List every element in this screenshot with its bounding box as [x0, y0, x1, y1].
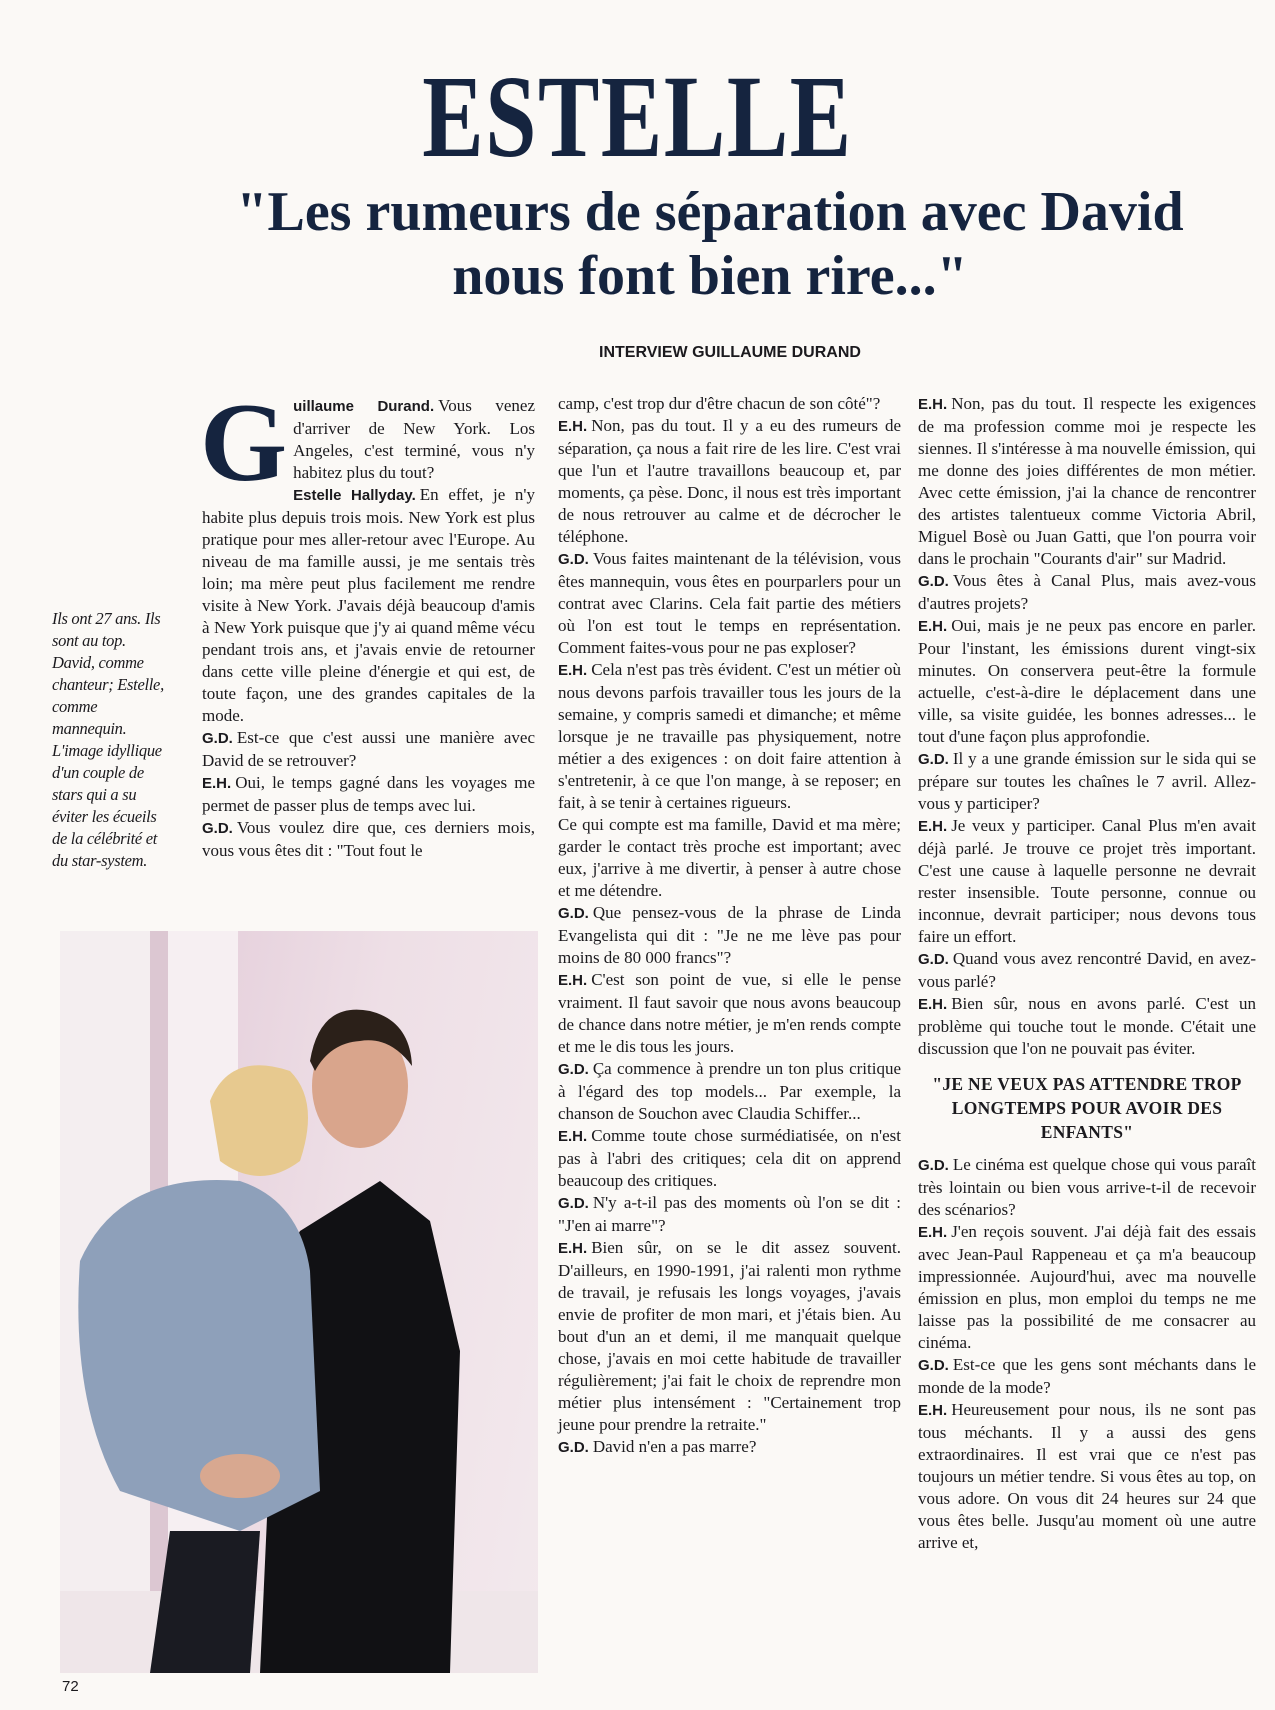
speaker-label: G.D.	[558, 905, 589, 922]
speaker-label: E.H.	[918, 996, 948, 1013]
speaker-label: Estelle Hallyday.	[293, 487, 416, 504]
paragraph	[202, 817, 535, 862]
speaker-label: E.H.	[558, 1128, 588, 1145]
paragraph	[202, 727, 535, 772]
speaker-label: G.D.	[918, 1157, 949, 1174]
speaker-label: E.H.	[918, 818, 948, 835]
text-column-1	[200, 381, 535, 862]
paragraph	[918, 1399, 1256, 1554]
answer-text: Heureusement pour nous, ils ne sont pas tous méchants. Il y a aussi des gens extraordinaires. Il est vrai que ce n'est pas toujours un métier tendre. Si vous êtes au top, on vous adore. On vous dit 24 heures sur 24 que vous êtes belle. Jusqu'au moment où une autre arrive et,	[918, 1400, 1256, 1552]
paragraph	[202, 484, 535, 727]
speaker-label: G.D.	[558, 1195, 589, 1212]
speaker-label: G.D.	[918, 751, 949, 768]
paragraph	[558, 1125, 901, 1192]
answer-text: C'est son point de vue, si elle le pense vraiment. Il faut savoir que nous avons beaucoup de chance dans notre métier, je m'en rends compte et me le dis tous les jours.	[558, 970, 901, 1056]
question-text: Vous voulez dire que, ces derniers mois, vous vous êtes dit : "Tout fout le	[202, 818, 535, 860]
paragraph	[558, 415, 901, 548]
article-title: ESTELLE	[422, 51, 853, 182]
speaker-label: G.D.	[918, 573, 949, 590]
question-text: Est-ce que c'est aussi une manière avec David de se retrouver?	[202, 728, 535, 770]
question-text: N'y a-t-il pas des moments où l'on se dit : "J'en ai marre"?	[558, 1193, 901, 1235]
paragraph	[558, 393, 901, 415]
paragraph	[558, 1192, 901, 1237]
paragraph	[558, 1058, 901, 1125]
paragraph	[558, 814, 901, 902]
couple-photo	[60, 931, 538, 1673]
paragraph	[558, 659, 901, 814]
paragraph	[918, 1154, 1256, 1221]
answer-text: Oui, le temps gagné dans les voyages me permet de passer plus de temps avec lui.	[202, 773, 535, 815]
speaker-label: G.D.	[918, 951, 949, 968]
paragraph	[918, 570, 1256, 615]
speaker-label: E.H.	[202, 775, 232, 792]
answer-text: Oui, mais je ne peux pas encore en parler. Pour l'instant, les émissions durent vingt-six minutes. On conservera peut-être la formule actuelle, c'est-à-dire le déplacement dans une ville, sa visite guidée, les bonnes adresses... le tout d'une façon plus approfondie.	[918, 616, 1256, 746]
speaker-label: G.D.	[918, 1357, 949, 1374]
question-text: Le cinéma est quelque chose qui vous paraît très lointain ou bien vous arrive-t-il de recevoir des scénarios?	[918, 1155, 1256, 1219]
speaker-label: E.H.	[558, 662, 588, 679]
question-text: Vous êtes à Canal Plus, mais avez-vous d'autres projets?	[918, 571, 1256, 613]
speaker-label: E.H.	[558, 972, 588, 989]
paragraph	[558, 1237, 901, 1436]
paragraph	[558, 902, 901, 969]
photo-caption: Ils ont 27 ans. Ils sont au top. David, comme chanteur; Estelle, comme mannequin. L'image idyllique d'un couple de stars qui a su éviter les écueils de la célébrité et du star-system.	[52, 609, 164, 870]
paragraph	[918, 993, 1256, 1060]
answer-text: Vous venez d'arriver de New York. Los Angeles, c'est terminé, vous n'y habitez plus du tout?	[293, 396, 535, 482]
speaker-label: uillaume Durand.	[293, 398, 435, 415]
answer-text: Cela n'est pas très évident. C'est un métier où nous devons parfois travailler tous les jours de la semaine, y compris samedi et dimanche; et même lorsque je ne travaille pas physiquement, notre métier a des exigences : on doit faire attention à s'entretenir, à ce que l'on mange, à se reposer; en fait, à se tenir à certaines rigueurs.	[558, 660, 901, 812]
paragraph	[918, 948, 1256, 993]
question-text: Il y a une grande émission sur le sida qui se prépare sur toutes les chaînes le 7 avril. Allez-vous y participer?	[918, 749, 1256, 813]
speaker-label: E.H.	[918, 396, 948, 413]
paragraph	[918, 615, 1256, 748]
paragraph	[918, 1354, 1256, 1399]
speaker-label: G.D.	[558, 1439, 589, 1456]
answer-text: Ce qui compte est ma famille, David et ma mère; garder le contact très proche est important; avec eux, j'arrive à me divertir, à penser à autre chose et me détendre.	[558, 815, 901, 900]
speaker-label: E.H.	[918, 618, 948, 635]
paragraph	[918, 815, 1256, 948]
paragraph	[918, 1221, 1256, 1354]
drop-cap: G	[200, 381, 288, 505]
answer-text: Non, pas du tout. Il respecte les exigences de ma profession comme moi je respecte les siennes. Il s'intéresse à ma nouvelle émission, qui me donne des joies différentes de mon métier. Avec cette émission, j'ai la chance de rencontrer des artistes talentueux comme Victoria Abril, Miguel Bosè ou Juan Gatti, que l'on pourra voir dans le prochain "Courants d'air" sur Madrid.	[918, 394, 1256, 568]
answer-text: J'en reçois souvent. J'ai déjà fait des essais avec Jean-Paul Rappeneau et ça m'a beaucoup impressionnée. Aujourd'hui, avec ma nouvelle émission en plus, mon emploi du temps ne me laisse pas la possibilité de me consacrer au cinéma.	[918, 1222, 1256, 1352]
answer-text: Non, pas du tout. Il y a eu des rumeurs de séparation, ça nous a fait rire de les lire. C'est vrai que l'un et l'autre travaillons beaucoup et, par moments, ça pèse. Donc, il nous est très important de nous retrouver au calme et de décrocher le téléphone.	[558, 416, 901, 546]
question-text: Quand vous avez rencontré David, en avez-vous parlé?	[918, 949, 1256, 991]
paragraph	[558, 1436, 901, 1459]
article-subtitle: "Les rumeurs de séparation avec David nous font bien rire..."	[236, 181, 1184, 307]
text-column-2	[558, 393, 901, 1459]
byline: INTERVIEW GUILLAUME DURAND	[599, 344, 861, 361]
paragraph	[558, 969, 901, 1058]
question-text: Est-ce que les gens sont méchants dans le monde de la mode?	[918, 1355, 1256, 1397]
paragraph	[202, 772, 535, 817]
speaker-label: G.D.	[558, 1061, 589, 1078]
answer-text: En effet, je n'y habite plus depuis trois mois. New York est plus pratique pour mes aller-retour avec l'Europe. Au niveau de ma famille aussi, je me sentais très loin; ma mère peut plus facilement me rendre visite à New York. J'avais déjà beaucoup d'amis à New York puisque que j'y ai quand même vécu pendant trois ans, et j'avais envie de retourner dans cette ville pleine d'énergie et qui est, de toute façon, une des grandes capitales de la mode.	[202, 485, 535, 725]
speaker-label: G.D.	[558, 551, 589, 568]
paragraph	[558, 548, 901, 659]
answer-text: Bien sûr, nous en avons parlé. C'est un problème qui touche tout le monde. C'était une discussion que l'on ne pouvait pas éviter.	[918, 994, 1256, 1058]
page-number: 72	[62, 1678, 79, 1695]
answer-text: Comme toute chose surmédiatisée, on n'est pas à l'abri des critiques; cela dit on apprend beaucoup des critiques.	[558, 1126, 901, 1190]
question-text: Que pensez-vous de la phrase de Linda Evangelista qui dit : "Je ne me lève pas pour moins de 80 000 francs"?	[558, 903, 901, 967]
paragraph	[918, 393, 1256, 570]
crosshead: "JE NE VEUX PAS ATTENDRE TROP LONGTEMPS POUR AVOIR DES ENFANTS"	[932, 1074, 1242, 1142]
speaker-label: G.D.	[202, 730, 233, 747]
answer-text: Je veux y participer. Canal Plus m'en avait déjà parlé. Je trouve ce projet très important. C'est une cause à laquelle personne ne devrait rester insensible. Toute personne, connue ou inconnue, devrait participer; nous devons tous faire un effort.	[918, 816, 1256, 946]
question-text: David n'en a pas marre?	[592, 1437, 757, 1456]
speaker-label: E.H.	[918, 1224, 948, 1241]
question-text: Vous faites maintenant de la télévision, vous êtes mannequin, vous êtes en pourparlers pour un contrat avec Clarins. Cela fait partie des métiers où l'on est tout le temps en représentation. Comment faites-vous pour ne pas exploser?	[558, 549, 901, 657]
question-text: camp, c'est trop dur d'être chacun de son côté"?	[558, 394, 881, 413]
speaker-label: G.D.	[202, 820, 233, 837]
speaker-label: E.H.	[558, 418, 588, 435]
paragraph	[918, 748, 1256, 815]
speaker-label: E.H.	[918, 1402, 948, 1419]
couple-photo-illustration	[60, 931, 538, 1673]
question-text: Ça commence à prendre un ton plus critique à l'égard des top models... Par exemple, la chanson de Souchon avec Claudia Schiffer...	[558, 1059, 901, 1123]
text-column-3	[918, 393, 1256, 1554]
answer-text: Bien sûr, on se le dit assez souvent. D'ailleurs, en 1990-1991, j'ai ralenti mon rythme de travail, je refusais les longs voyages, j'avais envie de profiter de mon mari, et j'étais bien. Au bout d'un an et demi, il me manquait quelque chose, j'avais en moi cette habitude de travailler régulièrement; j'ai fait le choix de reprendre mon métier plus intensément : "Certainement trop jeune pour prendre la retraite."	[558, 1238, 901, 1434]
speaker-label: E.H.	[558, 1240, 588, 1257]
